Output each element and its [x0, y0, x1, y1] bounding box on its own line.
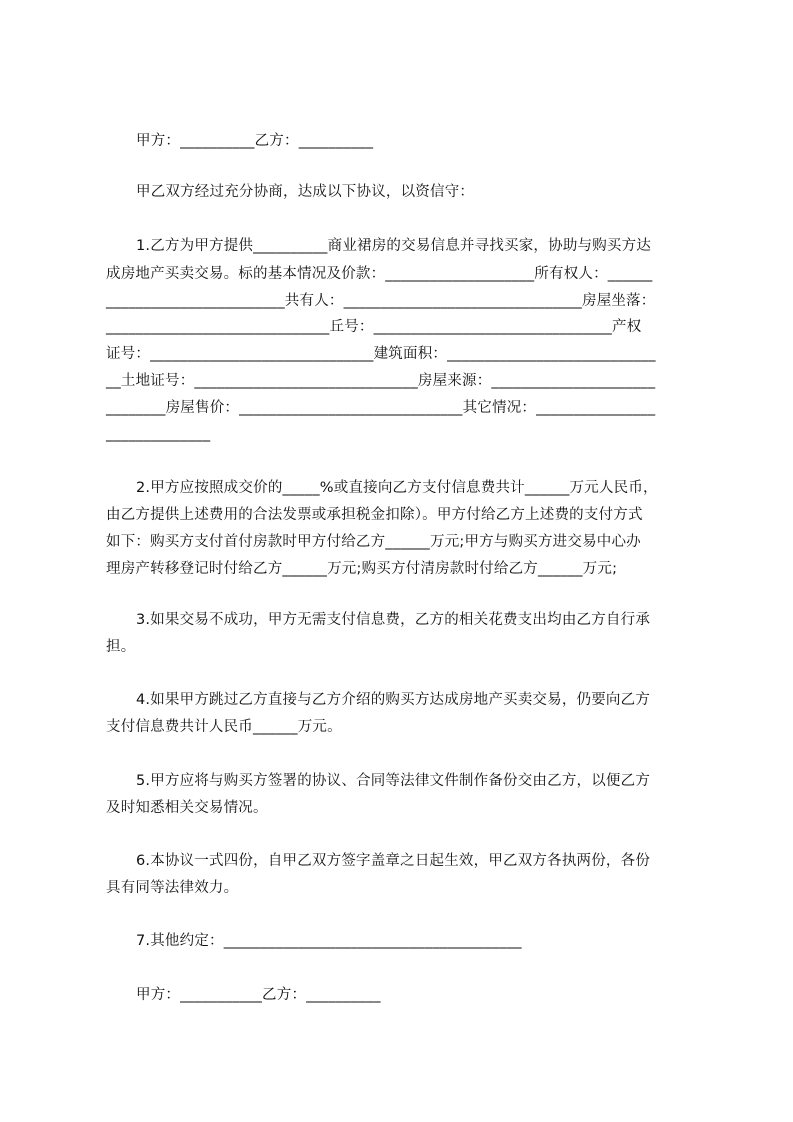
clause-1-line-7: ________房屋售价：______________________________其它情况：________________ — [106, 400, 656, 416]
clause-1-line-4: ______________________________丘号：________________________________产权 — [106, 319, 642, 335]
clause-1-line-6: __土地证号：______________________________房屋来源：______________________ — [106, 373, 656, 389]
clause-2-line-2: 由乙方提供上述费用的合法发票或承担税金扣除）。甲方付给乙方上述费的支付方式 — [106, 507, 643, 523]
party-header-line: 甲方：__________乙方：__________ — [136, 133, 374, 149]
clause-5-line-2: 及时知悉相关交易情况。 — [106, 800, 268, 816]
clause-7-line: 7.其他约定：________________________________________ — [136, 933, 522, 949]
clause-6-line-2: 具有同等法律效力。 — [106, 880, 239, 896]
clause-2-line-1: 2.甲方应按照成交价的_____%或直接向乙方支付信息费共计______万元人民币， — [136, 480, 658, 496]
clause-4-line-2: 支付信息费共计人民币______万元。 — [106, 719, 342, 735]
clause-1-line-1: 1.乙方为甲方提供__________商业裙房的交易信息并寻找买家，协助与购买方达 — [136, 238, 652, 254]
clause-6-line-1: 6.本协议一式四份，自甲乙双方签字盖章之日起生效，甲乙双方各执两份，各份 — [136, 853, 651, 869]
clause-3-line-1: 3.如果交易不成功，甲方无需支付信息费，乙方的相关花费支出均由乙方自行承 — [136, 612, 651, 628]
clause-2-line-4: 理房产转移登记时付给乙方______万元;购买方付清房款时付给乙方______万元; — [106, 561, 618, 577]
clause-2-line-3: 如下：购买方支付首付房款时甲方付给乙方______万元;甲方与购买方进交易中心办 — [106, 534, 641, 550]
clause-1-line-8: ______________ — [106, 426, 211, 442]
clause-4-line-1: 4.如果甲方跳过乙方直接与乙方介绍的购买方达成房地产买卖交易，仍要向乙方 — [136, 692, 651, 708]
clause-1-line-3: ________________________共有人：________________________________房屋坐落： — [106, 293, 656, 309]
clause-1-line-5: 证号：______________________________建筑面积：____________________________ — [106, 346, 656, 362]
clause-1-line-2: 成房地产买卖交易。标的基本情况及价款：____________________所有权人：______ — [106, 266, 653, 282]
party-footer-line: 甲方：___________乙方：__________ — [136, 987, 381, 1003]
clause-3-line-2: 担。 — [106, 639, 136, 655]
intro-line: 甲乙双方经过充分协商，达成以下协议，以资信守： — [136, 184, 475, 200]
clause-5-line-1: 5.甲方应将与购买方签署的协议、合同等法律文件制作备份交由乙方，以便乙方 — [136, 773, 651, 789]
